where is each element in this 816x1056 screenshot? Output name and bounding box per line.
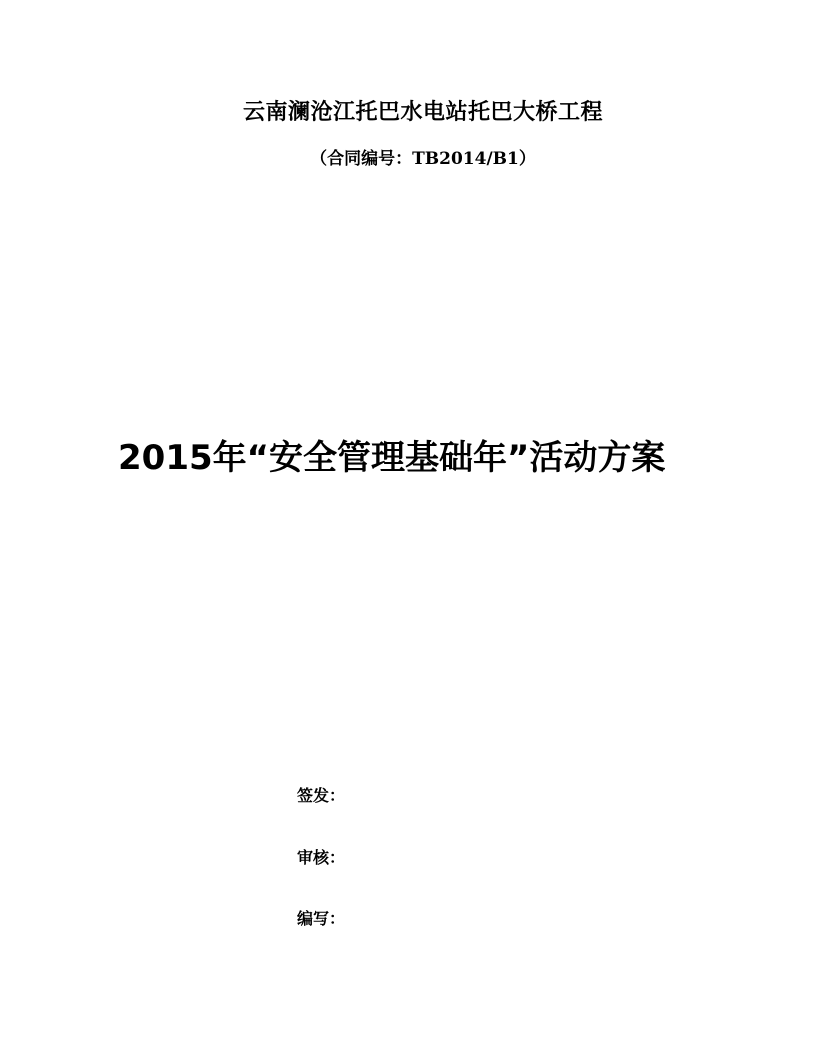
contract-number: （合同编号：TB2014/B1） bbox=[310, 149, 536, 169]
review-field-label: 审核： bbox=[297, 848, 346, 867]
approve-field-label: 签发： bbox=[297, 786, 346, 805]
project-title: 云南澜沧江托巴水电站托巴大桥工程 bbox=[242, 99, 603, 125]
document-main-title: 2015年“安全管理基础年”活动方案 bbox=[118, 438, 666, 478]
prepare-field-label: 编写： bbox=[297, 909, 346, 928]
